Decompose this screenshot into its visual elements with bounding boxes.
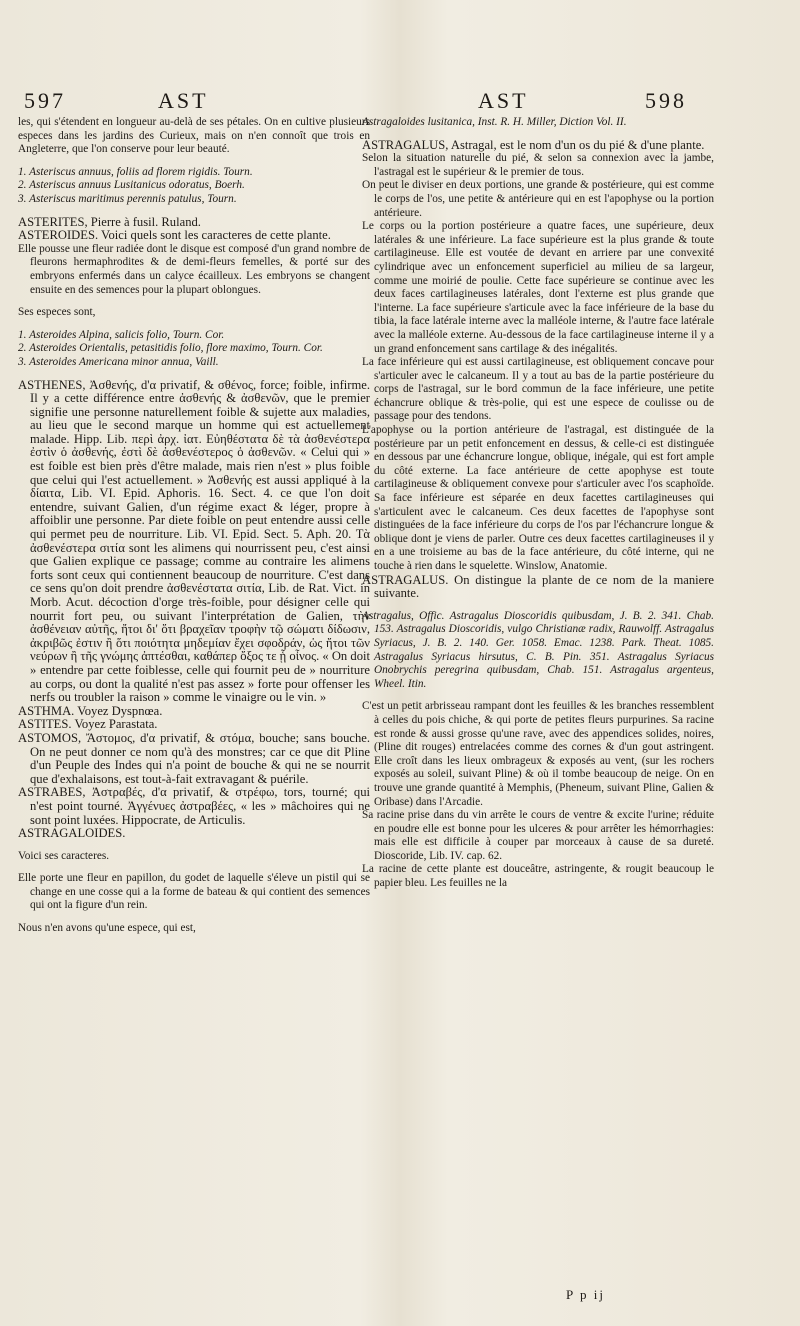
paragraph: Selon la situation naturelle du pié, & selon sa connexion avec la jambe, l'astragal est le supérieur & le premier de tous.	[362, 152, 714, 178]
paragraph: Ses especes sont,	[18, 306, 96, 319]
paragraph: Elle pousse une fleur radiée dont le disque est composé d'un grand nombre de fleurons hermaphrodites & de demi-fleurs femelles, & porté sur des embryons enfermés dans un calyce écailleux. Les embryons se changent ensuite en des semences pour la plupart oblongues.	[18, 242, 370, 296]
species-item: 2. Asteriscus annuus Lusitanicus odoratus, Boerh.	[18, 179, 245, 192]
paragraph: Sa racine prise dans du vin arrête le cours de ventre & excite l'urine; réduite en poudre elle est bonne pour les ulceres & pour arrêter les hémorrhagies: mais elle est difficile à couper par morceaux à cause de sa dureté. Dioscoride, Lib. IV. cap. 62.	[362, 809, 714, 862]
paragraph: Le corps ou la portion postérieure a quatre faces, une supérieure, deux latérales & une inférieure. La face supérieure est la plus grande & toute cartilagineuse. Elle est voutée de devant en arriere par une convexité cylindrique avec un enfoncement superficiel au milieu de sa largeur, comme une moirié de poulie. Cette face supérieure se continue avec les deux faces cartilagineuses latérales, dont l'externe est plus grande que l'interne. La face supérieure s'articule avec la face inférieure de la base du tibia, la face latérale interne avec la malléole interne, & l'autre face latérale avec la malléole externe. Au-dessous de la face cartilagineuse interne il y a un grand enfoncement sans cartilage & des inégalités.	[362, 220, 714, 355]
left-running-head: AST	[158, 88, 209, 113]
signature-mark: P p ij	[566, 1287, 605, 1302]
entry-astomos: ASTOMOS, Ἄστομος, d'α privatif, & στόμα, bouche; sans bouche. On ne peut donner ce nom qu'à des monstres; car ce que dit Pline d'un Peuple des Indes qui n'a point de bouche & qui ne se nourrit que d'exhalaisons, est tout-à-fait extravagant & puérile.	[18, 730, 370, 786]
entry-astragalus-bone: ASTRAGALUS, Astragal, est le nom d'un os du pié & d'une plante.	[362, 137, 705, 152]
right-page-number: 598	[645, 88, 687, 113]
synonymy: Astragalus, Offic. Astragalus Dioscoridis quibusdam, J. B. 2. 341. Chab. 153. Astragalus Dioscoridis, vulgo Christianæ radix, Rauwolff. Astragalus Syriacus, J. B. 2. 140. Ger. 1058. Emac. 1238. Park. Theat. 1085. Astragalus Syriacus hirsutus, C. B. Pin. 351. Astragalus Syriacus Onobrychis peregrina quibusdam, Chab. 151. Astragalus argenteus, Wheel. Itin.	[362, 609, 714, 690]
left-column	[18, 116, 370, 936]
paragraph: C'est un petit arbrisseau rampant dont les feuilles & les branches ressemblent à celles du pois chiche, & qui porte de petites fleurs purpurines. Sa racine est ronde & aussi grosse qu'une rave, avec des appendices solides, noires, (Pline dit rouges) entrelacées comme des cornes & d'un gout astringent. Elle croît dans les lieux ombrageux & exposés au vent, (sur les rochers exposés au soleil, suivant Pline) & où il tombe beaucoup de neige. On en trouve une grande quantité à Memphis, (Pheneum, suivant Pline, Galien & Oribase) dans l'Arcadie.	[362, 700, 714, 808]
entry-asteroides: ASTEROIDES. Voici quels sont les caracteres de cette plante.	[18, 228, 331, 243]
species-item: 3. Asteroides Americana minor annua, Vaill.	[18, 355, 219, 368]
entry-asterites: ASTERITES, Pierre à fusil. Ruland.	[18, 214, 201, 229]
left-page-number: 597	[24, 88, 66, 113]
paragraph: Nous n'en avons qu'une espece, qui est,	[18, 922, 196, 935]
right-column	[362, 116, 714, 891]
paragraph: La face inférieure qui est aussi cartilagineuse, est obliquement concave pour s'articuler avec le calcaneum. Il y a tout au bas de la partie postérieure du corps de l'astragal, sur le bord commun de la face inférieure, une petite échancrure oblique & très-polie, qui est une espece de coulisse ou de passage pour des tendons.	[362, 356, 714, 423]
entry-astrabes: ASTRABES, Ἀστραβές, d'α privatif, & στρέφω, tors, tourné; qui n'est point tourné. Ἀγγένυες ἀστραβέες, « les » mâchoires qui ne sont point luxées. Hippocrate, de Articulis.	[18, 785, 370, 827]
species-item: 1. Asteroides Alpina, salicis folio, Tourn. Cor.	[18, 328, 225, 341]
entry-asthma: ASTHMA. Voyez Dyspnœa.	[18, 703, 163, 718]
paragraph: L'apophyse ou la portion antérieure de l'astragal, est distinguée de la postérieure par un petit enfoncement en dessus, & celle-ci est distinguée en dessous par une échancrure longue, oblique, inégale, qui est fort ample du côté externe. La face antérieure de cette apophyse est toute cartilagineuse & obliquement convexe pour s'articuler avec l'os scaphoïde. Sa face inférieure est séparée en deux facettes cartilagineuses qui s'articulent avec le calcaneum. Ces deux facettes de l'apophyse sont distinguées de la face inférieure du corps de l'os par l'échancrure longue & oblique dont je viens de parler. Outre ces deux facettes cartilagineuses il y en a une troisieme au bas de la face antérieure, du côté interne, qui ne touche à rien dans le squelette. Winslow, Anatomie.	[362, 424, 714, 572]
species-item: 1. Asteriscus annuus, foliis ad florem rigidis. Tourn.	[18, 165, 253, 178]
entry-astragaloides: ASTRAGALOIDES.	[18, 826, 126, 841]
paragraph: Elle porte une fleur en papillon, du godet de laquelle s'éleve un pistil qui se change en une cosse qui a la forme de bateau & qui contient des semences qui ont la figure d'un rein.	[18, 872, 370, 912]
species-item: 2. Asteroides Orientalis, petasitidis folio, flore maximo, Tourn. Cor.	[18, 342, 323, 355]
paragraph: On peut le diviser en deux portions, une grande & postérieure, qui est comme le corps de l'os, une petite & antérieure qui en est l'apophyse ou la portion antérieure.	[362, 179, 714, 219]
paragraph: La racine de cette plante est douceâtre, astringente, & rougit beaucoup le papier bleu. Les feuilles ne la	[362, 863, 714, 890]
species-item: 3. Asteriscus maritimus perennis patulus, Tourn.	[18, 192, 237, 205]
entry-astragalus-plant: ASTRAGALUS. On distingue la plante de ce nom de la maniere suivante.	[362, 572, 714, 601]
entry-asthenes: ASTHENES, Ἀσθενής, d'α privatif, & σθένος, force; foible, infirme. Il y a cette différence entre ἀσθενής & ἀσθενῶν, que le premier signifie une personne naturellement foible & sujette aux maladies, au lieu que le second marque un homme qui est actuellement malade. Hipp. Lib. περὶ ἀρχ. ἰατ. Εὐηθέστατα δὲ τὰ ἀσθενέστερα ἐστὶν ὁ ἀσθενής, ἐστὶ δὲ ἀσθενέστερος ὁ ἀσθενῶν. « Celui qui » est foible est bien près d'être malade, mais rien n'est » plus foible que celui qui l'est actuellement. » Ἀσθενής est aussi appliqué à la δίαιτα, Lib. VI. Epid. Aphoris. 16. Sect. 4. ce que l'on doit entendre, suivant Galien, d'un régime exact & léger, propre à affoiblir une personne. Par diete foible on peut entendre aussi celle qui permet peu de nourriture. Lib. VI. Epid. Sect. 5. Aph. 20. Τὰ ἀσθενέστερα σιτία sont les alimens qui nourrissent peu, c'est ainsi que Galien explique ce passage; comme au contraire les alimens forts sont ceux qui contiennent beaucoup de nourriture. C'est dans ce sens qu'on doit prendre ἀσθενέστατα σιτία, Lib. de Rat. Vict. in Morb. Acut. décoction d'orge très-foible, pour désigner celle qui nourrit fort peu, ou suivant l'interprétation de Galien, τὴν ἀσθένειαν αὐτῆς, ἤτοι δι' ὅτι βραχεῖαν τροφὴν τῷ σώματι δίδωσιν, ἀκριβῶς ἐστιν ἢ ὅτι ποιότητα μηδεμίαν ἔχει σφοδράν, ὡς ἤτοι τῶν νεύρων ἢ τῆς γνώμης ἀπτέσθαι, καθάπερ ὄξος τε ᾗ οἶνος. « On doit » entendre par cette foiblesse, celle qui fournit peu de » nourriture au corps, ou dont la qualité n'est pas assez » forte pour offenser les nerfs ou troubler la raison » comme le vinaigre ou le vin. »	[18, 377, 370, 705]
paragraph: Voici ses caracteres.	[18, 849, 110, 862]
entry-astites: ASTITES. Voyez Parastata.	[18, 717, 158, 732]
right-running-head: AST	[478, 88, 529, 113]
paragraph: les, qui s'étendent en longueur au-delà de ses pétales. On en cultive plusieurs especes dans les jardins des Curieux, mais on n'en connoît que trois en Angleterre, que l'on conserve pour leur beauté.	[18, 116, 370, 156]
reference-line: Astragaloides lusitanica, Inst. R. H. Miller, Diction Vol. II.	[362, 116, 627, 128]
